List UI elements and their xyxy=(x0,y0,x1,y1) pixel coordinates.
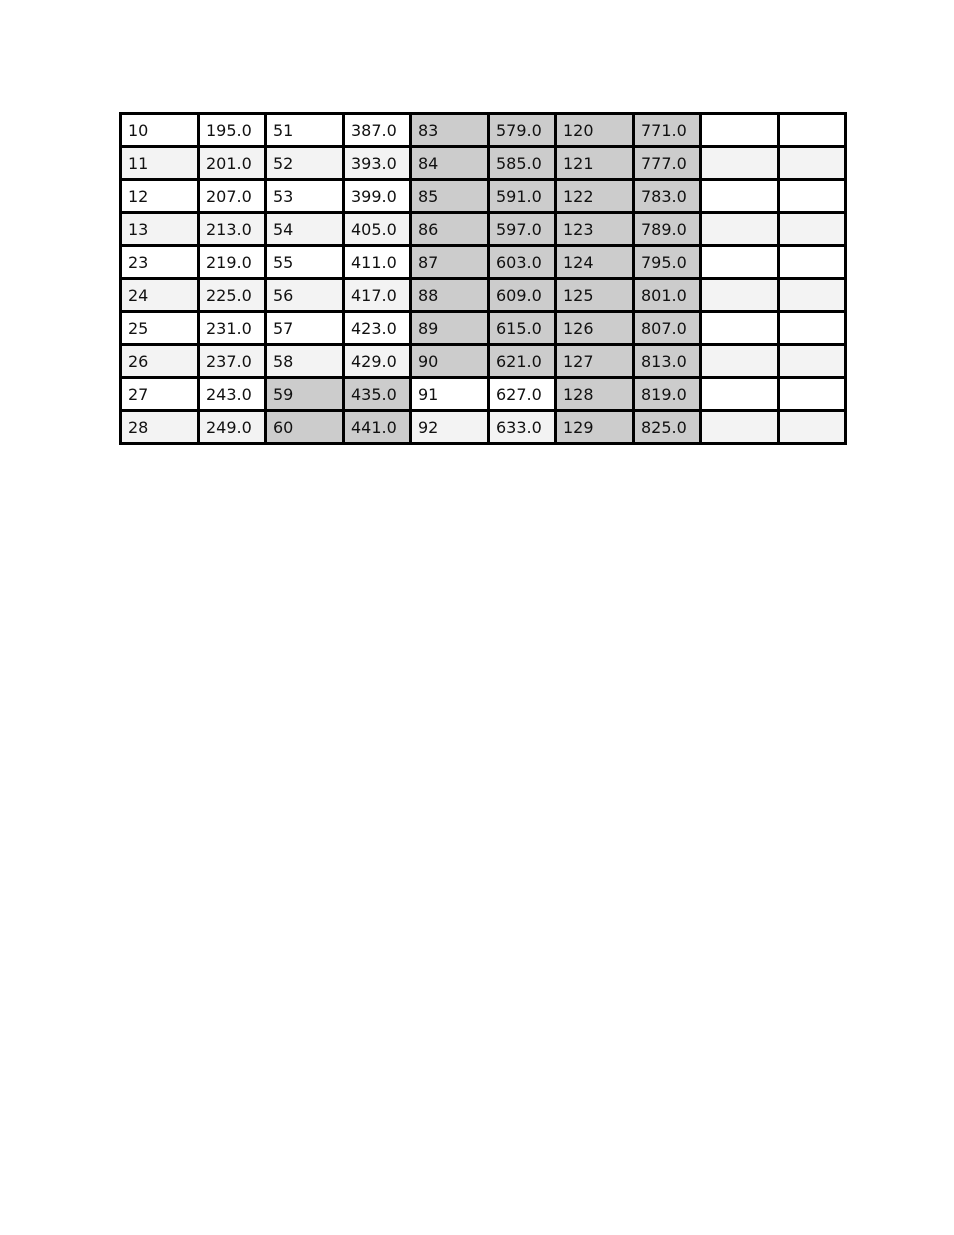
table-cell[interactable] xyxy=(779,246,846,279)
table-cell[interactable]: 423.0 xyxy=(344,312,411,345)
table-cell[interactable]: 801.0 xyxy=(634,279,701,312)
table-cell[interactable]: 219.0 xyxy=(199,246,266,279)
table-cell[interactable] xyxy=(701,411,779,444)
table-cell[interactable]: 807.0 xyxy=(634,312,701,345)
table-cell[interactable]: 243.0 xyxy=(199,378,266,411)
table-cell[interactable]: 53 xyxy=(266,180,344,213)
table-row xyxy=(121,411,846,444)
table-cell[interactable]: 126 xyxy=(556,312,634,345)
table-cell[interactable]: 405.0 xyxy=(344,213,411,246)
table-cell[interactable]: 615.0 xyxy=(489,312,556,345)
table-cell[interactable]: 597.0 xyxy=(489,213,556,246)
table-cell[interactable] xyxy=(701,180,779,213)
table-cell[interactable]: 429.0 xyxy=(344,345,411,378)
table-cell[interactable] xyxy=(779,147,846,180)
table-cell[interactable] xyxy=(701,213,779,246)
table-cell[interactable]: 201.0 xyxy=(199,147,266,180)
table-cell[interactable]: 55 xyxy=(266,246,344,279)
table-cell[interactable]: 60 xyxy=(266,411,344,444)
table-cell[interactable]: 411.0 xyxy=(344,246,411,279)
table-cell[interactable] xyxy=(779,312,846,345)
table-row xyxy=(121,114,846,147)
table-cell[interactable]: 195.0 xyxy=(199,114,266,147)
table-cell[interactable]: 627.0 xyxy=(489,378,556,411)
table-cell[interactable]: 90 xyxy=(411,345,489,378)
table-cell[interactable] xyxy=(779,411,846,444)
table-cell[interactable] xyxy=(779,279,846,312)
table-cell[interactable]: 128 xyxy=(556,378,634,411)
table-cell[interactable]: 813.0 xyxy=(634,345,701,378)
table-row xyxy=(121,246,846,279)
table-row xyxy=(121,279,846,312)
data-sheet xyxy=(119,112,847,445)
table-cell[interactable]: 237.0 xyxy=(199,345,266,378)
table-cell[interactable]: 825.0 xyxy=(634,411,701,444)
table-row xyxy=(121,312,846,345)
table-cell[interactable]: 27 xyxy=(121,378,199,411)
table-cell[interactable]: 207.0 xyxy=(199,180,266,213)
table-cell[interactable]: 23 xyxy=(121,246,199,279)
table-row xyxy=(121,378,846,411)
table-cell[interactable]: 771.0 xyxy=(634,114,701,147)
table-body xyxy=(121,114,846,444)
table-cell[interactable]: 122 xyxy=(556,180,634,213)
table-cell[interactable]: 58 xyxy=(266,345,344,378)
table-cell[interactable] xyxy=(701,378,779,411)
table-cell[interactable]: 51 xyxy=(266,114,344,147)
table-cell[interactable]: 11 xyxy=(121,147,199,180)
table-cell[interactable] xyxy=(701,312,779,345)
table-cell[interactable]: 129 xyxy=(556,411,634,444)
table-cell[interactable]: 249.0 xyxy=(199,411,266,444)
table-row xyxy=(121,213,846,246)
table-cell[interactable]: 91 xyxy=(411,378,489,411)
table-cell[interactable]: 393.0 xyxy=(344,147,411,180)
table-cell[interactable]: 84 xyxy=(411,147,489,180)
table-cell[interactable] xyxy=(701,279,779,312)
table-cell[interactable]: 621.0 xyxy=(489,345,556,378)
table-cell[interactable]: 56 xyxy=(266,279,344,312)
table-cell[interactable]: 231.0 xyxy=(199,312,266,345)
table-cell[interactable] xyxy=(779,180,846,213)
table-cell[interactable]: 13 xyxy=(121,213,199,246)
table-cell[interactable]: 57 xyxy=(266,312,344,345)
table-cell[interactable] xyxy=(701,147,779,180)
table-cell[interactable]: 819.0 xyxy=(634,378,701,411)
table-cell[interactable]: 585.0 xyxy=(489,147,556,180)
table-cell[interactable]: 54 xyxy=(266,213,344,246)
table-cell[interactable]: 52 xyxy=(266,147,344,180)
table-cell[interactable] xyxy=(779,114,846,147)
table-cell[interactable]: 795.0 xyxy=(634,246,701,279)
table-cell[interactable] xyxy=(779,345,846,378)
table-cell[interactable]: 88 xyxy=(411,279,489,312)
table-cell[interactable]: 591.0 xyxy=(489,180,556,213)
table-cell[interactable]: 603.0 xyxy=(489,246,556,279)
table-cell[interactable]: 213.0 xyxy=(199,213,266,246)
table-cell[interactable]: 25 xyxy=(121,312,199,345)
table-row xyxy=(121,345,846,378)
table-cell[interactable]: 777.0 xyxy=(634,147,701,180)
table-cell[interactable]: 87 xyxy=(411,246,489,279)
data-table xyxy=(119,112,847,445)
table-cell[interactable]: 225.0 xyxy=(199,279,266,312)
table-cell[interactable] xyxy=(701,345,779,378)
table-cell[interactable]: 124 xyxy=(556,246,634,279)
table-cell[interactable]: 26 xyxy=(121,345,199,378)
table-cell[interactable]: 85 xyxy=(411,180,489,213)
table-cell[interactable]: 86 xyxy=(411,213,489,246)
table-cell[interactable]: 121 xyxy=(556,147,634,180)
table-cell[interactable]: 609.0 xyxy=(489,279,556,312)
table-cell[interactable]: 579.0 xyxy=(489,114,556,147)
table-cell[interactable] xyxy=(779,213,846,246)
table-cell[interactable]: 435.0 xyxy=(344,378,411,411)
table-cell[interactable]: 120 xyxy=(556,114,634,147)
table-cell[interactable]: 123 xyxy=(556,213,634,246)
table-cell[interactable]: 789.0 xyxy=(634,213,701,246)
table-row xyxy=(121,147,846,180)
table-cell[interactable] xyxy=(701,246,779,279)
table-cell[interactable]: 783.0 xyxy=(634,180,701,213)
table-cell[interactable]: 399.0 xyxy=(344,180,411,213)
table-cell[interactable]: 28 xyxy=(121,411,199,444)
table-cell[interactable]: 417.0 xyxy=(344,279,411,312)
table-cell[interactable]: 633.0 xyxy=(489,411,556,444)
table-cell[interactable]: 59 xyxy=(266,378,344,411)
table-cell[interactable] xyxy=(701,114,779,147)
table-cell[interactable]: 125 xyxy=(556,279,634,312)
table-cell[interactable] xyxy=(779,378,846,411)
table-cell[interactable]: 92 xyxy=(411,411,489,444)
table-cell[interactable]: 83 xyxy=(411,114,489,147)
table-cell[interactable]: 10 xyxy=(121,114,199,147)
table-cell[interactable]: 12 xyxy=(121,180,199,213)
table-cell[interactable]: 89 xyxy=(411,312,489,345)
table-row xyxy=(121,180,846,213)
table-cell[interactable]: 441.0 xyxy=(344,411,411,444)
table-cell[interactable]: 127 xyxy=(556,345,634,378)
table-cell[interactable]: 24 xyxy=(121,279,199,312)
table-cell[interactable]: 387.0 xyxy=(344,114,411,147)
